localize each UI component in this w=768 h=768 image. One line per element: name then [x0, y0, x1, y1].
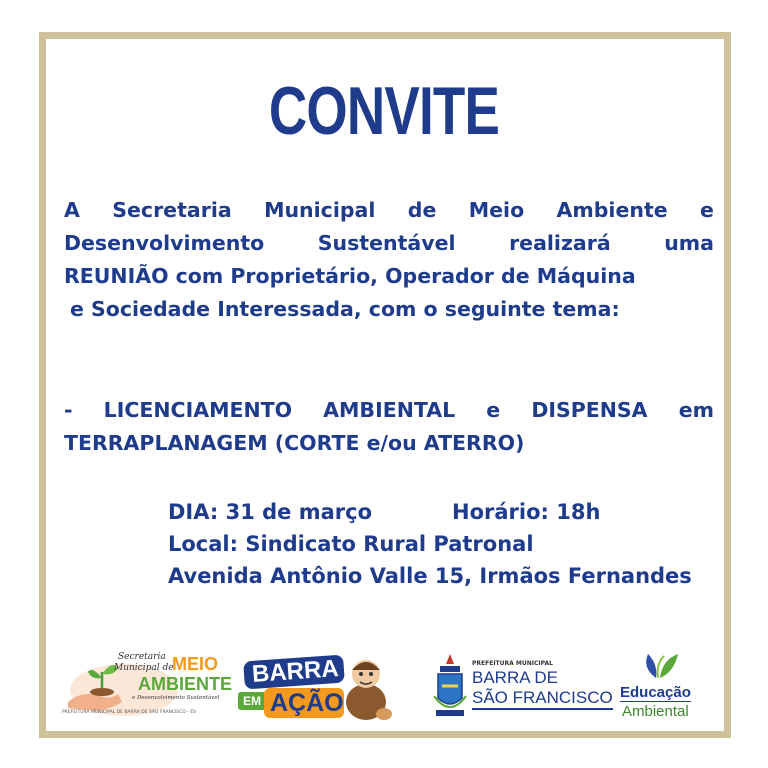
- barra-text: BARRA: [251, 655, 340, 688]
- topic-word: em: [678, 398, 714, 422]
- paragraph-word: Secretaria: [112, 198, 232, 222]
- paragraph-line-4: e Sociedade Interessada, com o seguinte tema:: [70, 297, 620, 321]
- secretaria-line1: Secretaria: [118, 652, 166, 662]
- paragraph-line-1: [64, 198, 714, 222]
- paragraph-word: de: [407, 198, 437, 222]
- paragraph-line-2: [64, 231, 714, 255]
- topic-word: DISPENSA: [531, 398, 648, 422]
- time-text: Horário: 18h: [452, 500, 601, 524]
- prefeitura-small: PREFEITURA MUNICIPAL: [472, 660, 553, 667]
- barra-em-acao-logo: [234, 652, 394, 724]
- acao-text: AÇÃO: [270, 689, 344, 717]
- coat-of-arms-icon: [432, 652, 468, 724]
- em-badge: EM: [238, 692, 266, 710]
- prefeitura-logo: [432, 652, 613, 724]
- secretaria-ambiente: AMBIENTE: [138, 674, 232, 694]
- paragraph-word: Municipal: [264, 198, 376, 222]
- secretaria-footer: PREFEITURA MUNICIPAL DE BARRA DE SÃO FRANCISCO - ES: [62, 710, 197, 715]
- paragraph-word: A: [64, 198, 80, 222]
- paragraph-word: Sustentável: [317, 231, 456, 255]
- invitation-title: CONVITE: [268, 73, 500, 149]
- educacao-line1: Educação: [620, 684, 691, 701]
- secretaria-meio: MEIO: [172, 654, 219, 674]
- paragraph-word: Desenvolvimento: [64, 231, 265, 255]
- topic-word: -: [64, 398, 73, 422]
- educacao-line2: Ambiental: [622, 703, 689, 720]
- date-text: DIA: 31 de março: [168, 500, 373, 524]
- location-text: Local: Sindicato Rural Patronal: [168, 532, 534, 556]
- mascot-icon: [342, 652, 394, 722]
- topic-line-2: TERRAPLANAGEM (CORTE e/ou ATERRO): [64, 431, 525, 455]
- secretaria-meio-ambiente-logo: [62, 650, 232, 720]
- address-text: Avenida Antônio Valle 15, Irmãos Fernandes: [168, 564, 692, 588]
- secretaria-line2: Municipal de: [114, 663, 174, 673]
- paragraph-word: uma: [664, 231, 714, 255]
- prefeitura-line1: BARRA DE: [472, 668, 558, 687]
- prefeitura-line2: SÃO FRANCISCO: [472, 688, 613, 710]
- educacao-ambiental-logo: [618, 650, 708, 722]
- secretaria-sub: e Desenvolvimento Sustentável: [132, 695, 220, 701]
- paragraph-word: realizará: [509, 231, 611, 255]
- paragraph-word: Ambiente: [556, 198, 668, 222]
- topic-word: e: [486, 398, 501, 422]
- topic-word: LICENCIAMENTO: [103, 398, 293, 422]
- paragraph-line-3: REUNIÃO com Proprietário, Operador de Máquina: [64, 264, 636, 288]
- topic-line-1: [64, 398, 714, 422]
- paragraph-word: e: [700, 198, 714, 222]
- topic-word: AMBIENTAL: [323, 398, 456, 422]
- paragraph-word: Meio: [468, 198, 525, 222]
- leaf-icon: [640, 650, 680, 682]
